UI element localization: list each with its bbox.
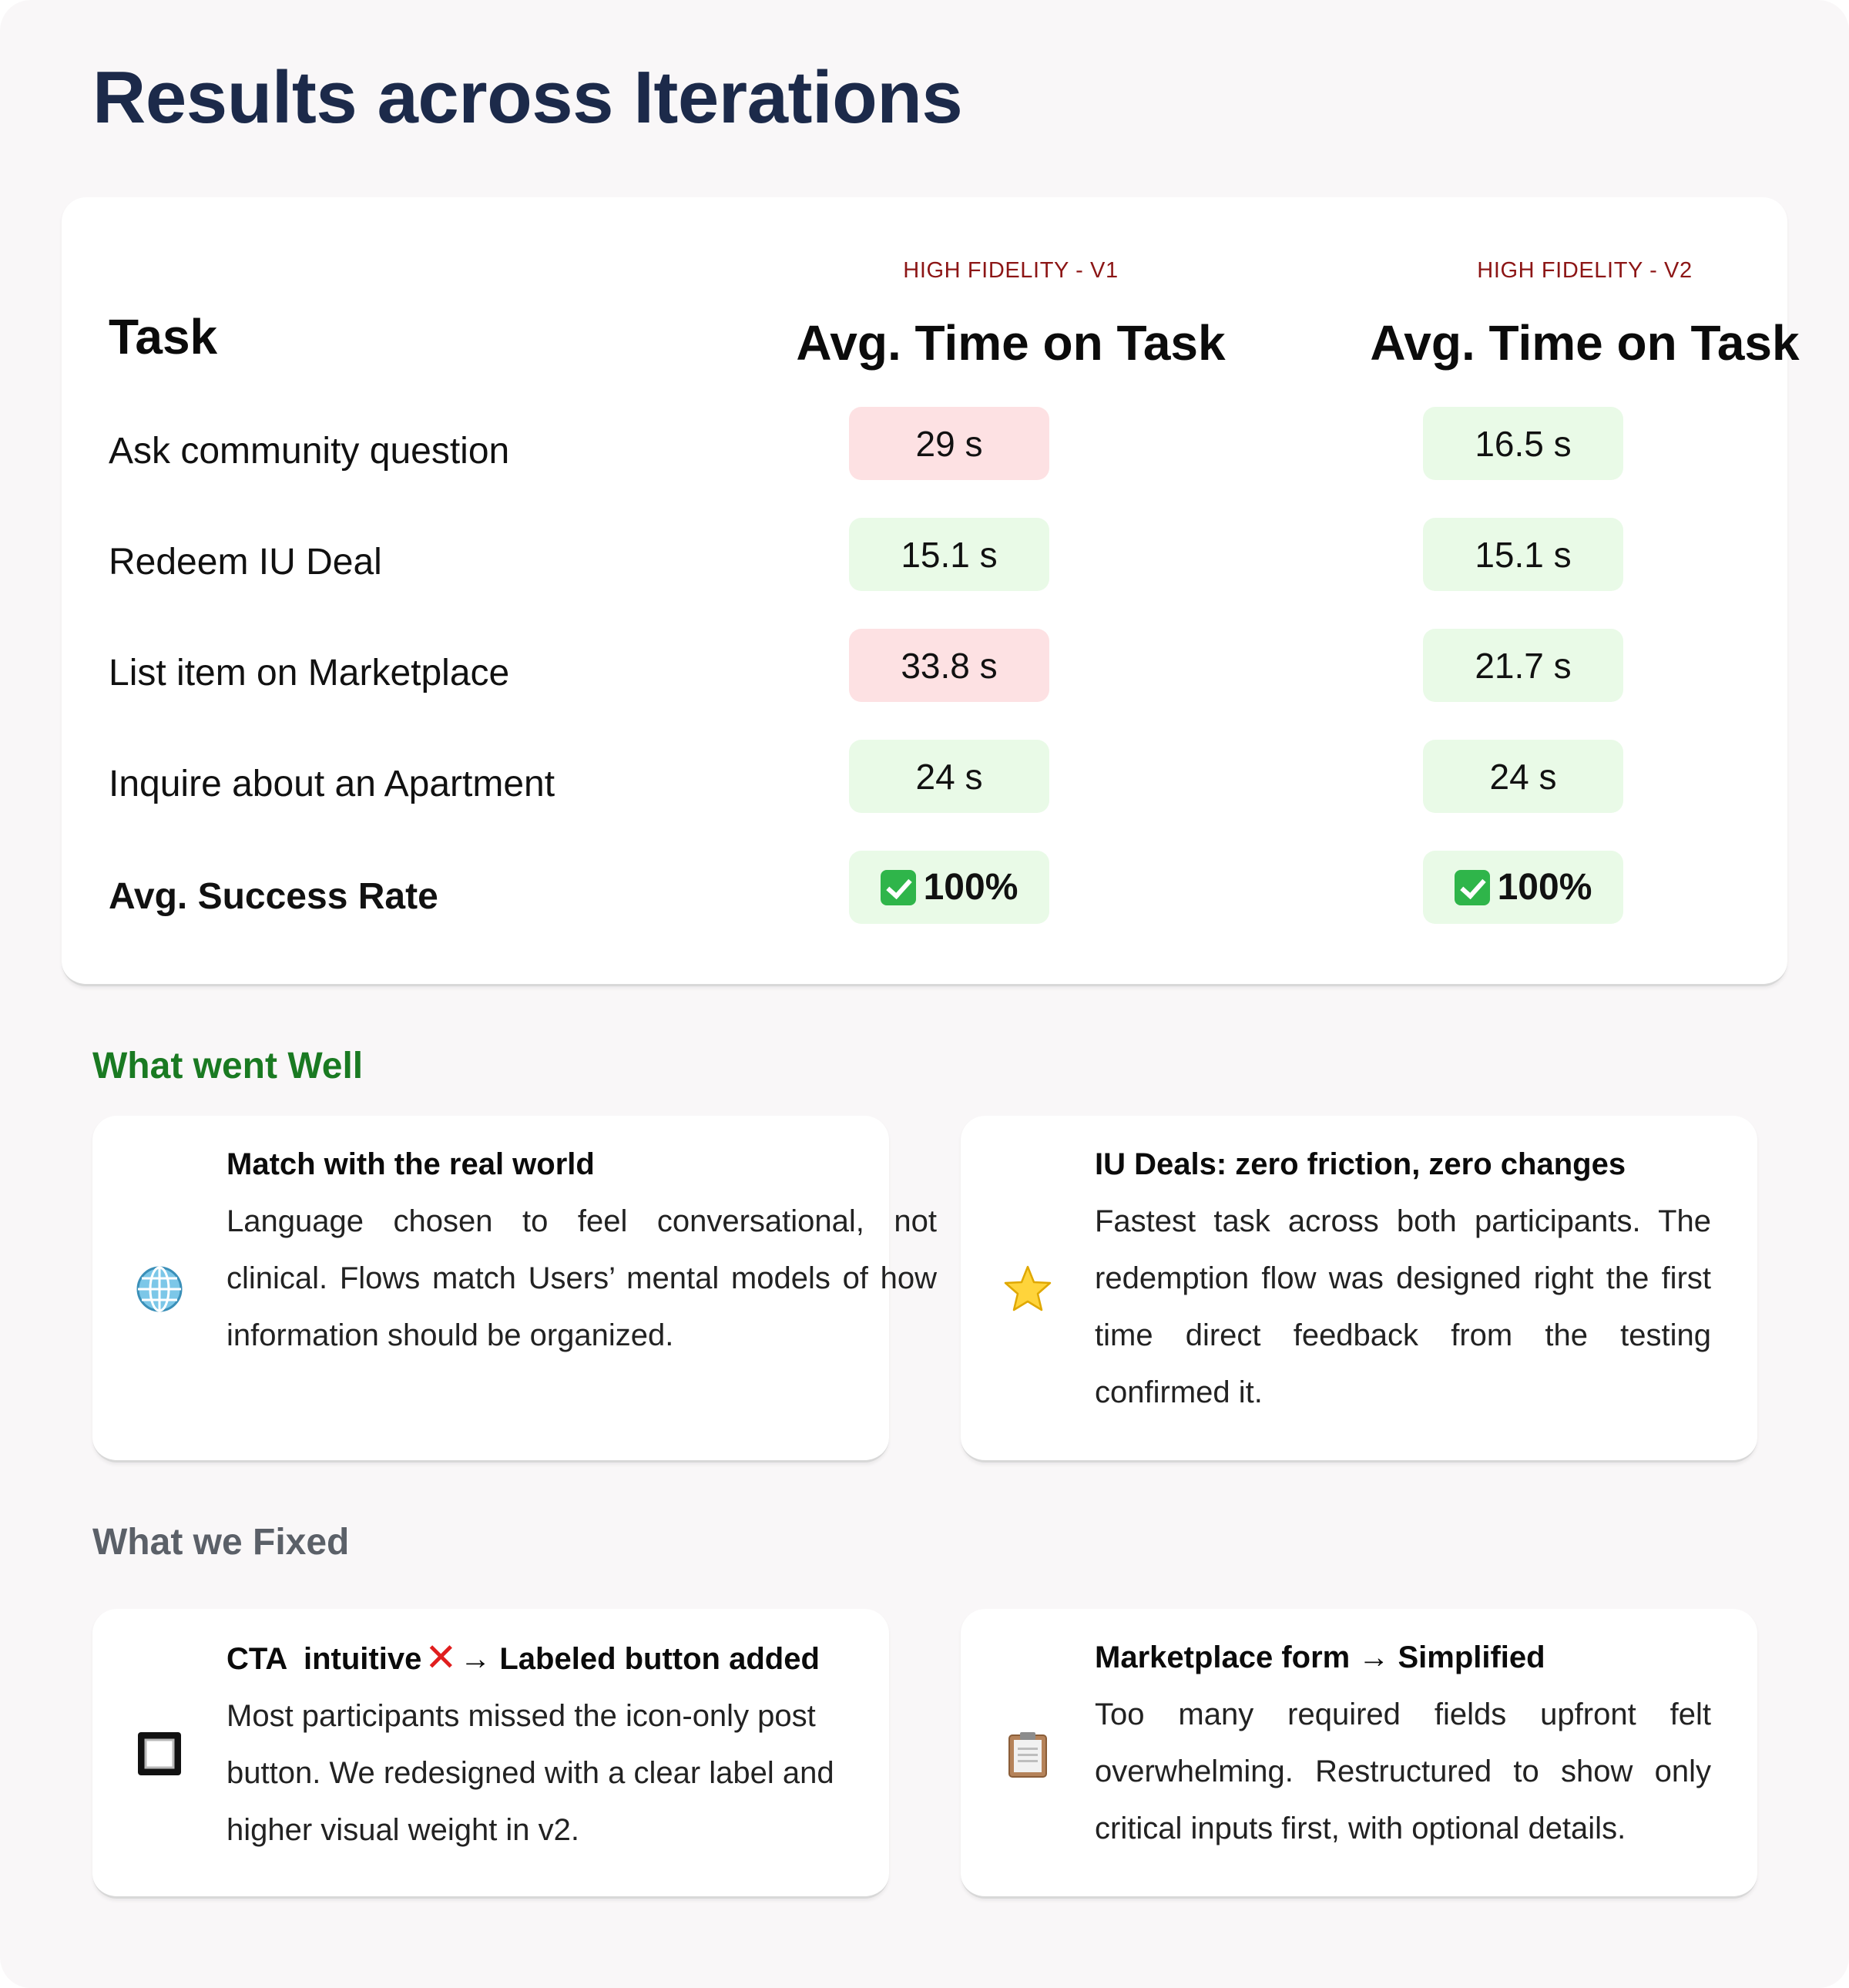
v1-success-cell (849, 851, 1049, 924)
check-mark-button-icon (1455, 870, 1490, 905)
task-label: Redeem IU Deal (109, 542, 382, 583)
cross-mark-icon: ✕ (424, 1636, 458, 1679)
card-body: Language chosen to feel conversational, not clinical. Flows match Users’ mental models of how information should be organized. (227, 1204, 937, 1352)
card-body: Most participants missed the icon-only post button. We redesigned with a clear label and higher visual weight in v2. (227, 1699, 834, 1847)
task-column-header: Task (109, 309, 218, 364)
v1-success-value: 100% (923, 867, 1018, 908)
v2-time-cell: 15.1 s (1423, 518, 1623, 591)
page-title: Results across Iterations (92, 56, 963, 139)
results-table-card (62, 197, 1800, 986)
check-mark-button-icon (881, 870, 916, 905)
card-title: IU Deals: zero friction, zero changes (1095, 1147, 1626, 1181)
star-icon (1002, 1264, 1053, 1315)
card-title: Match with the real world (227, 1147, 595, 1181)
went-well-heading: What went Well (92, 1046, 364, 1086)
v2-time-cell: 16.5 s (1423, 407, 1623, 480)
fixed-card (961, 1609, 1757, 1899)
card-title-part: CTA intuitive (227, 1642, 422, 1676)
card-body: Too many required fields upfront felt overwhelming. Restructured to show only critical inputs first, with optional details. (1095, 1698, 1711, 1845)
v2-column-subtitle: HIGH FIDELITY - V2 (1477, 258, 1693, 283)
v1-column-subtitle: HIGH FIDELITY - V1 (903, 258, 1119, 283)
v2-column-header: Avg. Time on Task (1370, 315, 1800, 371)
v1-time-cell: 33.8 s (849, 629, 1049, 702)
task-label: Inquire about an Apartment (109, 764, 555, 804)
card-title (227, 1629, 843, 1687)
v1-time-cell: 29 s (849, 407, 1049, 480)
went-well-card (92, 1116, 937, 1462)
card-title-part: → Labeled button added (460, 1642, 820, 1676)
v1-column-header: Avg. Time on Task (796, 315, 1226, 371)
task-label: Ask community question (109, 431, 510, 472)
card-body: Fastest task across both participants. The redemption flow was designed right the first time direct feedback from the testing confirmed it. (1095, 1204, 1711, 1409)
globe-icon (134, 1264, 185, 1315)
v2-time-cell: 24 s (1423, 740, 1623, 813)
success-rate-label: Avg. Success Rate (109, 876, 438, 917)
went-well-card (961, 1116, 1757, 1462)
v2-success-cell (1423, 851, 1623, 924)
fixed-card (92, 1609, 889, 1899)
task-label: List item on Marketplace (109, 653, 510, 693)
card-title: Marketplace form → Simplified (1095, 1640, 1545, 1674)
clipboard-icon (1002, 1728, 1053, 1779)
v1-time-cell: 15.1 s (849, 518, 1049, 591)
fixed-heading: What we Fixed (92, 1522, 350, 1563)
v2-time-cell: 21.7 s (1423, 629, 1623, 702)
square-button-icon (134, 1728, 185, 1779)
v1-time-cell: 24 s (849, 740, 1049, 813)
v2-success-value: 100% (1497, 867, 1592, 908)
